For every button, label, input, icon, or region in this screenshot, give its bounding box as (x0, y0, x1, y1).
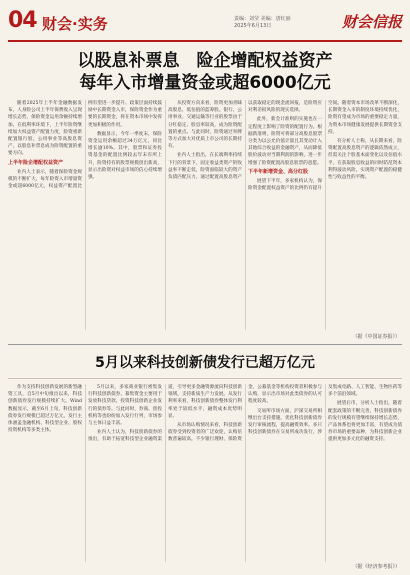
paragraph: 交易所市场方面，沪深交易所相继出台支持措施，优化科技创新债券发行审核流程，提高融资效率。多只科技创新债券在交易所成功发行，涉及集成电路、人工智能、生物医药等多个前沿领域。 (248, 385, 402, 436)
headline-line1: 以股息补票息 险企增配权益资产 (77, 51, 333, 71)
page-header (8, 6, 402, 42)
headline-line2: 每年入市增量资金或超6000亿元 (79, 73, 331, 93)
paragraph: 展望后市，分析人士指出，随着配套政策的不断完善，科技创新债券的发行规模有望继续保持增长态势，产品体系也将更加丰富，有望成为债券市场的重要品种，为科技创新企业提供更加多元化的融资支持。 (328, 401, 402, 443)
paragraph: 业内人士认为，科技创新债券的推出，有助于拓宽科技型企业融资渠道，引导更多金融资源流向科技创新领域，支持新质生产力发展。从发行利率来看，科技创新债券整体发行利率处于较低水平，融资成本优势明显。 (88, 385, 242, 443)
paragraph: 随着2025年上半年金融数据发布，人身险公司上半年保费收入呈现增长态势，保险资金运用余额持续增加。在低利率环境下，上半年险资继续加大权益资产配置力度，险资重新配置银行股、公用事业等高股息资产，以股息补票息成为险资配置的重要方向。 (8, 101, 82, 157)
paragraph: 业内人士表示，随着保险资金规模的不断扩大，每年险资入市增量资金或超6000亿元，权益资产配置比例有望进一步提升。政策层面持续鼓励中长期资金入市，保险资金作为重要的长期资金，将在资本市场中发挥更加积极的作用。 (8, 101, 162, 190)
paragraph: 业内人士指出，在长端利率持续下行的背景下，固定收益类资产的收益率不断走低，险资面临较大的资产负债匹配压力，通过配置高股息资产以获取稳定的现金流回报，是险资应对利差损风险的现实选择。 (168, 101, 322, 181)
subhead: 上半年险企增配权益资产 (8, 159, 64, 166)
story1-headline (8, 50, 402, 94)
page-number: 04 (8, 8, 37, 33)
story1-credit: （据《中国证券报》） (352, 334, 400, 340)
logo-main: 财会信报 (341, 13, 402, 31)
date-line: 2025年6月13日 (234, 23, 272, 29)
paragraph: 此外，新会计准则的实施也在一定程度上影响了险资的配置行为。根据新准则，险资可将部分高股息股票分类为以公允价值计量且其变动计入其他综合收益的金融资产，从而降低股价波动对当期利润的影响，进一步增强了险资配置高股息股票的意愿。 (248, 117, 322, 166)
story2-body (8, 384, 402, 562)
story2-headline: 5月以来科技创新债发行已超万亿元 (8, 352, 402, 379)
editor-line: 责编：刘莹 美编：唐红丽 (234, 16, 291, 22)
story1-body (8, 100, 402, 330)
paragraph: 数据显示，今年一季度末，保险资金运用余额超过34万亿元，同比增长逾10%。其中，股票和证券投资基金的配置比例较去年末有所上升，险资持有的股票规模创出新高，显示出险资对权益市场的信心持续增强。 (88, 131, 162, 181)
paragraph: 有分析人士称，从长期来看，险资配置高股息资产的逻辑依然成立，但需关注个股基本面变化以及估值水平，在获取股息收益的同时防范资本利得波动风险，实现资产配置的稳健性与收益性的平衡。 (328, 139, 402, 181)
section-divider (8, 344, 402, 345)
section-title: 财会·实务 (42, 15, 108, 33)
paragraph: 作为支持科技创新发展的新型融资工具，自5月中旬推出以来，科技创新债券发行规模持续扩大。Wind数据显示，截至6月上旬，科技创新债券发行规模已超过万亿元，发行主体涵盖金融机构、科技型企业、股权投资机构等多类主体。 (8, 385, 82, 434)
paragraph: 展望下半年，多家机构认为，保险资金配置权益资产的比例仍有提升空间。随着资本市场改革不断深化，长期资金入市的制度环境持续优化，险资有望成为市场的重要稳定力量，为资本市场健康发展提供长期资金支持。 (248, 101, 402, 192)
subhead: 下半年新增资金、高分红股 (248, 168, 309, 175)
paragraph: 从市场认购情况来看，科技创新债券受到投资者的广泛欢迎，认购倍数普遍较高。不少银行理财、保险资金、公募基金等机构投资者积极参与认购，显示出市场对此类债券的认可程度较高。 (168, 385, 322, 443)
newspaper-logo (342, 11, 402, 32)
paragraph: 从投资方向来看，险资更加青睐高股息、低估值的蓝筹股。银行、公用事业、交通运输等行业的股票由于分红稳定、股息率较高，成为险资配置的重点。与此同时，险资通过举牌等方式加大对优质上市公司的长期持有。 (168, 101, 242, 150)
story2-credit: （据《经济参考报》） (352, 564, 400, 570)
paragraph: 5月以来，多家商业银行密集发行科技创新债券，募集资金主要用于发放科技贷款、投资科技创新企业发行的债券等。与此同时，券商、创投机构等也纷纷加入发行行列，市场参与主体日益丰富。 (88, 385, 162, 427)
editor-meta (234, 16, 291, 30)
